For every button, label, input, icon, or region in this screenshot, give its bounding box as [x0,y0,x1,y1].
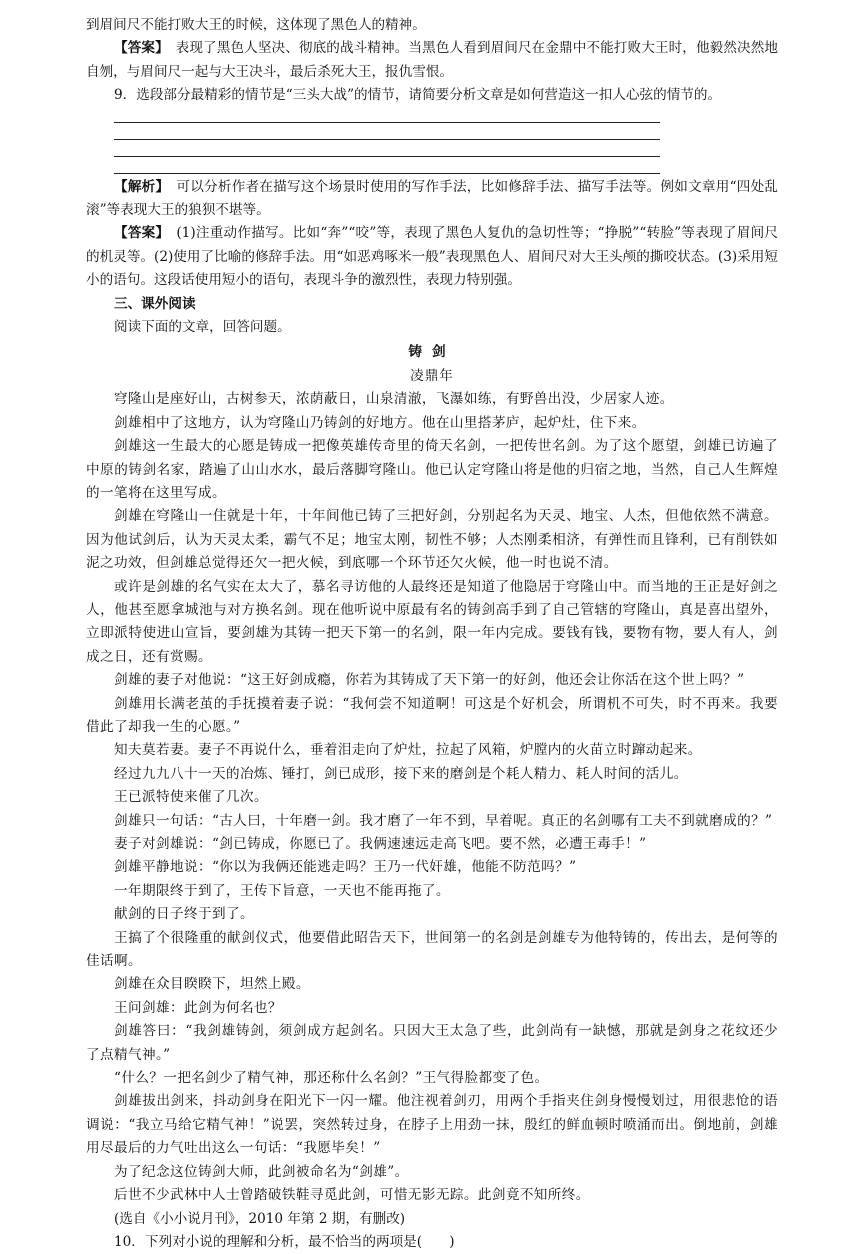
story-paragraph: 为了纪念这位铸剑大师，此剑被命名为“剑雄”。 [114,1163,409,1180]
blank-line [114,157,660,174]
story-paragraph: 剑雄在众目睽睽下，坦然上殿。 [114,976,310,993]
section-heading: 三、课外阅读 [114,295,196,312]
story-author: 凌鼎年 [410,367,454,384]
story-paragraph: 后世不少武林中人士曾踏破铁鞋寻觅此剑，可惜无影无踪。此剑竟不知所终。 [114,1187,590,1204]
answer-text: (1)注重动作描写。比如“奔”“咬”等，表现了黑色人复仇的急切性等；“挣脱”“转脸”等表现了眉间尺的机灵等。(2)使用了比喻的修辞手法。用“如恶鸡啄米一般”表现黑色人、眉间尺对大王头颅的撕咬状态。(3)采用短小的语句。这段话使用短小的语句，表现斗争的激烈性，表现力特别强。 [86,225,779,289]
story-body [86,388,778,1207]
story-paragraph: 剑雄只一句话：“古人曰，十年磨一剑。我才磨了一年不到，早着呢。真正的名剑哪有工夫不到就磨成的？” [114,812,773,829]
reading-instruction: 阅读下面的文章，回答问题。 [114,319,291,336]
continued-line: 到眉间尺不能打败大王的时候，这体现了黑色人的精神。 [86,17,426,33]
story-source: (选自《小小说月刊》，2010 年第 2 期，有删改) [114,1210,406,1227]
story-paragraph: 剑雄的妻子对他说：“这王好剑成瘾，你若为其铸成了天下第一的好剑，他还会让你活在这个世上吗？” [114,672,745,689]
story-paragraph: 妻子对剑雄说：“剑已铸成，你愿已了。我俩速速远走高飞吧。要不然，必遭王毒手！” [114,836,647,852]
story-paragraph: 献剑的日子终于到了。 [114,906,254,923]
blank-line [114,140,660,157]
question-10: 10．下列对小说的理解和分析，最不恰当的两项是( ) [114,1233,455,1250]
story-paragraph: 剑雄这一生最大的心愿是铸成一把像英雄传奇里的倚天名剑，一把传世名剑。为了这个愿望，剑雄已访遍了中原的铸剑名家，踏遍了山山水水，最后落脚穹隆山。他已认定穹隆山将是他的归宿之地，当然，自己人生辉煌的一笔将在这里写成。 [86,438,778,501]
story-paragraph: 一年期限终于到了，王传下旨意，一天也不能再拖了。 [114,882,450,899]
answer-9 [86,222,778,292]
story-paragraph: 王问剑雄：此剑为何名也？ [114,999,282,1016]
analysis-text: 可以分析作者在描写这个场景时使用的写作手法，比如修辞手法、描写手法等。例如文章用“四处乱滚”等表现大王的狼狈不堪等。 [86,178,779,219]
document-page [86,14,778,1254]
answer-text: 表现了黑色人坚决、彻底的战斗精神。当黑色人看到眉间尺在金鼎中不能打败大王时，他毅然决然地自刎，与眉间尺一起与大王决斗，最后杀死大王，报仇雪恨。 [86,40,779,80]
analysis-9 [86,176,778,223]
story-paragraph: 穹隆山是座好山，古树参天，浓荫蔽日，山泉清澈，飞瀑如练，有野兽出没，少居家人迹。 [114,391,674,408]
answer-blank-lines [114,112,660,174]
answer-tag: 【答案】 [114,40,162,57]
story-title: 铸剑 [408,344,456,361]
story-paragraph: 剑雄平静地说：“你以为我俩还能逃走吗？王乃一代奸雄，他能不防范吗？” [114,859,577,876]
blank-line [114,123,660,140]
analysis-tag: 【解析】 [114,178,163,195]
blank-line [114,112,660,123]
question-9: 9．选段部分最精彩的情节是“三头大战”的情节，请简要分析文章是如何营造这一扣人心弦的情节的。 [114,87,722,104]
story-paragraph: 王已派特使来催了几次。 [114,789,268,806]
story-paragraph: 剑雄相中了这地方，认为穹隆山乃铸剑的好地方。他在山里搭茅庐，起炉灶，住下来。 [114,414,646,431]
story-paragraph: “什么？一把名剑少了精气神，那还称什么名剑？”王气得脸都变了色。 [114,1070,549,1087]
story-paragraph: 剑雄拔出剑来，抖动剑身在阳光下一闪一耀。他注视着剑刃，用两个手指夹住剑身慢慢划过，用很悲怆的语调说：“我立马给它精气神！”说罢，突然转过身，在脖子上用劲一抹，殷红的鲜血顿时喷涌而出。倒地前，剑雄用尽最后的力气吐出这么一句话：“我愿毕矣！” [86,1093,778,1157]
story-paragraph: 或许是剑雄的名气实在太大了，慕名寻访他的人最终还是知道了他隐居于穹隆山中。而当地的王正是好剑之人，他甚至愿拿城池与对方换名剑。现在他听说中原最有名的铸剑高手到了自己管辖的穹隆山，真是喜出望外，立即派特使进山宣旨，要剑雄为其铸一把天下第一的名剑，限一年内完成。要钱有钱，要物有物，要人有人，剑成之日，还有赏赐。 [86,578,778,665]
story-paragraph: 剑雄用长满老茧的手抚摸着妻子说：“我何尝不知道啊！可这是个好机会，所谓机不可失，时不再来。我要借此了却我一生的心愿。” [86,695,778,735]
story-paragraph: 经过九九八十一天的冶炼、锤打，剑已成形，接下来的磨剑是个耗人精力、耗人时间的活儿。 [114,765,688,782]
story-paragraph: 剑雄答曰：“我剑雄铸剑，须剑成方起剑名。只因大王太急了些，此剑尚有一缺憾，那就是剑身之花纹还少了点精气神。” [86,1023,778,1063]
story-paragraph: 王搞了个很隆重的献剑仪式，他要借此昭告天下，世间第一的名剑是剑雄专为他特铸的，传出去，是何等的佳话啊。 [86,929,778,970]
answer-tag: 【答案】 [114,225,163,242]
answer-8 [86,37,778,84]
story-paragraph: 剑雄在穹隆山一住就是十年，十年间他已铸了三把好剑，分别起名为天灵、地宝、人杰，但他依然不满意。因为他试剑后，认为天灵太柔，霸气不足；地宝太刚，韧性不够；人杰刚柔相济，有弹性而且锋利，已有削铁如泥之功效，但剑雄总觉得还欠一把火候，到底哪一个环节还欠火候，他一时也说不清。 [86,508,778,572]
story-paragraph: 知夫莫若妻。妻子不再说什么，垂着泪走向了炉灶，拉起了风箱，炉膛内的火苗立时蹿动起来。 [114,742,702,759]
